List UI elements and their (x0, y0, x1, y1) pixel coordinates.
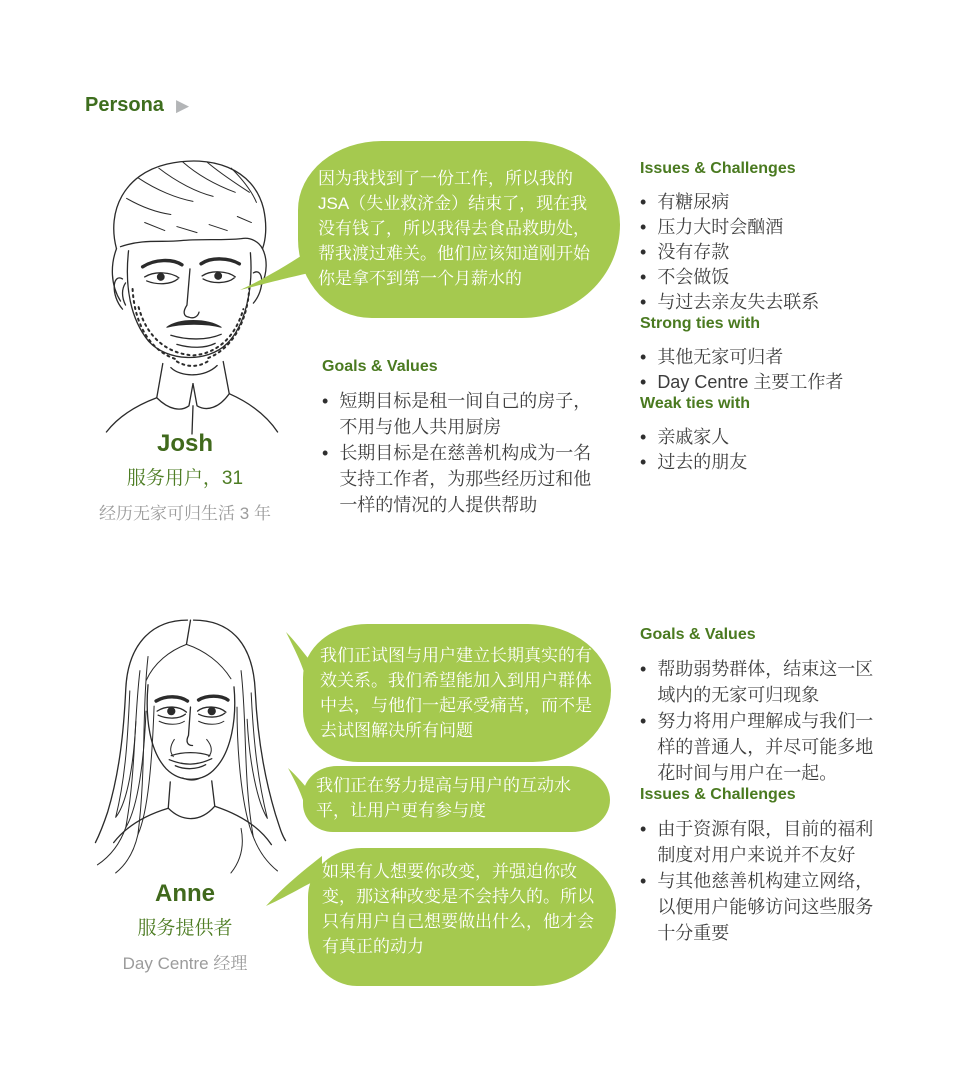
list-item: • 压力大时会酗酒 (640, 215, 905, 240)
list-item: • 没有存款 (640, 240, 905, 265)
josh-bubble-tail (238, 246, 310, 294)
anne-issues-title: Issues & Challenges (640, 786, 796, 803)
anne-identity (60, 880, 310, 974)
josh-strong-ties-title: Strong ties with (640, 315, 760, 332)
anne-goals-list (640, 656, 890, 786)
anne-bubble-1-tail (286, 632, 316, 672)
josh-strong-ties-list (640, 345, 905, 395)
anne-right-column (640, 626, 890, 946)
anne-portrait (88, 610, 293, 878)
list-item: • 不会做饭 (640, 265, 905, 290)
josh-name: Josh (156, 430, 213, 457)
josh-issues-title: Issues & Challenges (640, 160, 796, 177)
list-item: • 与其他慈善机构建立网络，以便用户能够访问这些服务十分重要 (640, 868, 890, 946)
anne-name: Anne (155, 880, 215, 907)
list-item: • 过去的朋友 (640, 450, 905, 475)
page-title (85, 94, 189, 117)
josh-right-column (640, 160, 905, 475)
arrow-right-icon: ▶ (175, 96, 190, 115)
list-item: • 努力将用户理解成与我们一样的普通人，并尽可能多地花时间与用户在一起。 (640, 708, 890, 786)
josh-role: 服务用户，31 (126, 468, 244, 489)
josh-goals-section (322, 358, 622, 518)
anne-quote-2: 我们正在努力提高与用户的互动水平，让用户更有参与度 (316, 776, 571, 820)
list-item: • 长期目标是在慈善机构成为一名支持工作者，为那些经历过和他一样的情况的人提供帮助 (322, 440, 622, 518)
page-title-text: Persona (85, 94, 164, 116)
josh-note: 经历无家可归生活 3 年 (99, 504, 271, 523)
list-item: • 由于资源有限，目前的福利制度对用户来说并不友好 (640, 816, 890, 868)
anne-bubble-2-tail (288, 768, 314, 800)
list-item: • 与过去亲友失去联系 (640, 290, 905, 315)
list-item: • 有糖尿病 (640, 190, 905, 215)
list-item: • 帮助弱势群体，结束这一区域内的无家可归现象 (640, 656, 890, 708)
anne-goals-title: Goals & Values (640, 626, 756, 643)
anne-quote-3: 如果有人想要你改变，并强迫你改变，那这种改变是不会持久的。所以只有用户自己想要做出什么，他才会有真正的动力 (322, 862, 594, 956)
josh-issues-list (640, 190, 905, 315)
josh-goals-list (322, 388, 622, 518)
anne-role: 服务提供者 (137, 918, 233, 939)
list-item: • 短期目标是租一间自己的房子，不用与他人共用厨房 (322, 388, 622, 440)
josh-weak-ties-title: Weak ties with (640, 395, 750, 412)
josh-speech-bubble (298, 141, 620, 318)
list-item: • Day Centre 主要工作者 (640, 370, 905, 395)
josh-identity (60, 430, 310, 524)
josh-quote: 因为我找到了一份工作，所以我的JSA（失业救济金）结束了，现在我没有钱了，所以我得去食品救助处，帮我渡过难关。他们应该知道刚开始你是拿不到第一个月薪水的 (318, 169, 590, 288)
anne-speech-bubble-2 (303, 766, 610, 832)
anne-speech-bubble-3 (308, 848, 616, 986)
list-item: • 其他无家可归者 (640, 345, 905, 370)
anne-note: Day Centre 经理 (122, 954, 248, 973)
josh-goals-title: Goals & Values (322, 358, 438, 375)
anne-issues-list (640, 816, 890, 946)
anne-speech-bubble-1 (303, 624, 611, 762)
anne-quote-1: 我们正试图与用户建立长期真实的有效关系。我们希望能加入到用户群体中去，与他们一起承受痛苦，而不是去试图解决所有问题 (320, 646, 592, 740)
josh-weak-ties-list (640, 425, 905, 475)
list-item: • 亲戚家人 (640, 425, 905, 450)
